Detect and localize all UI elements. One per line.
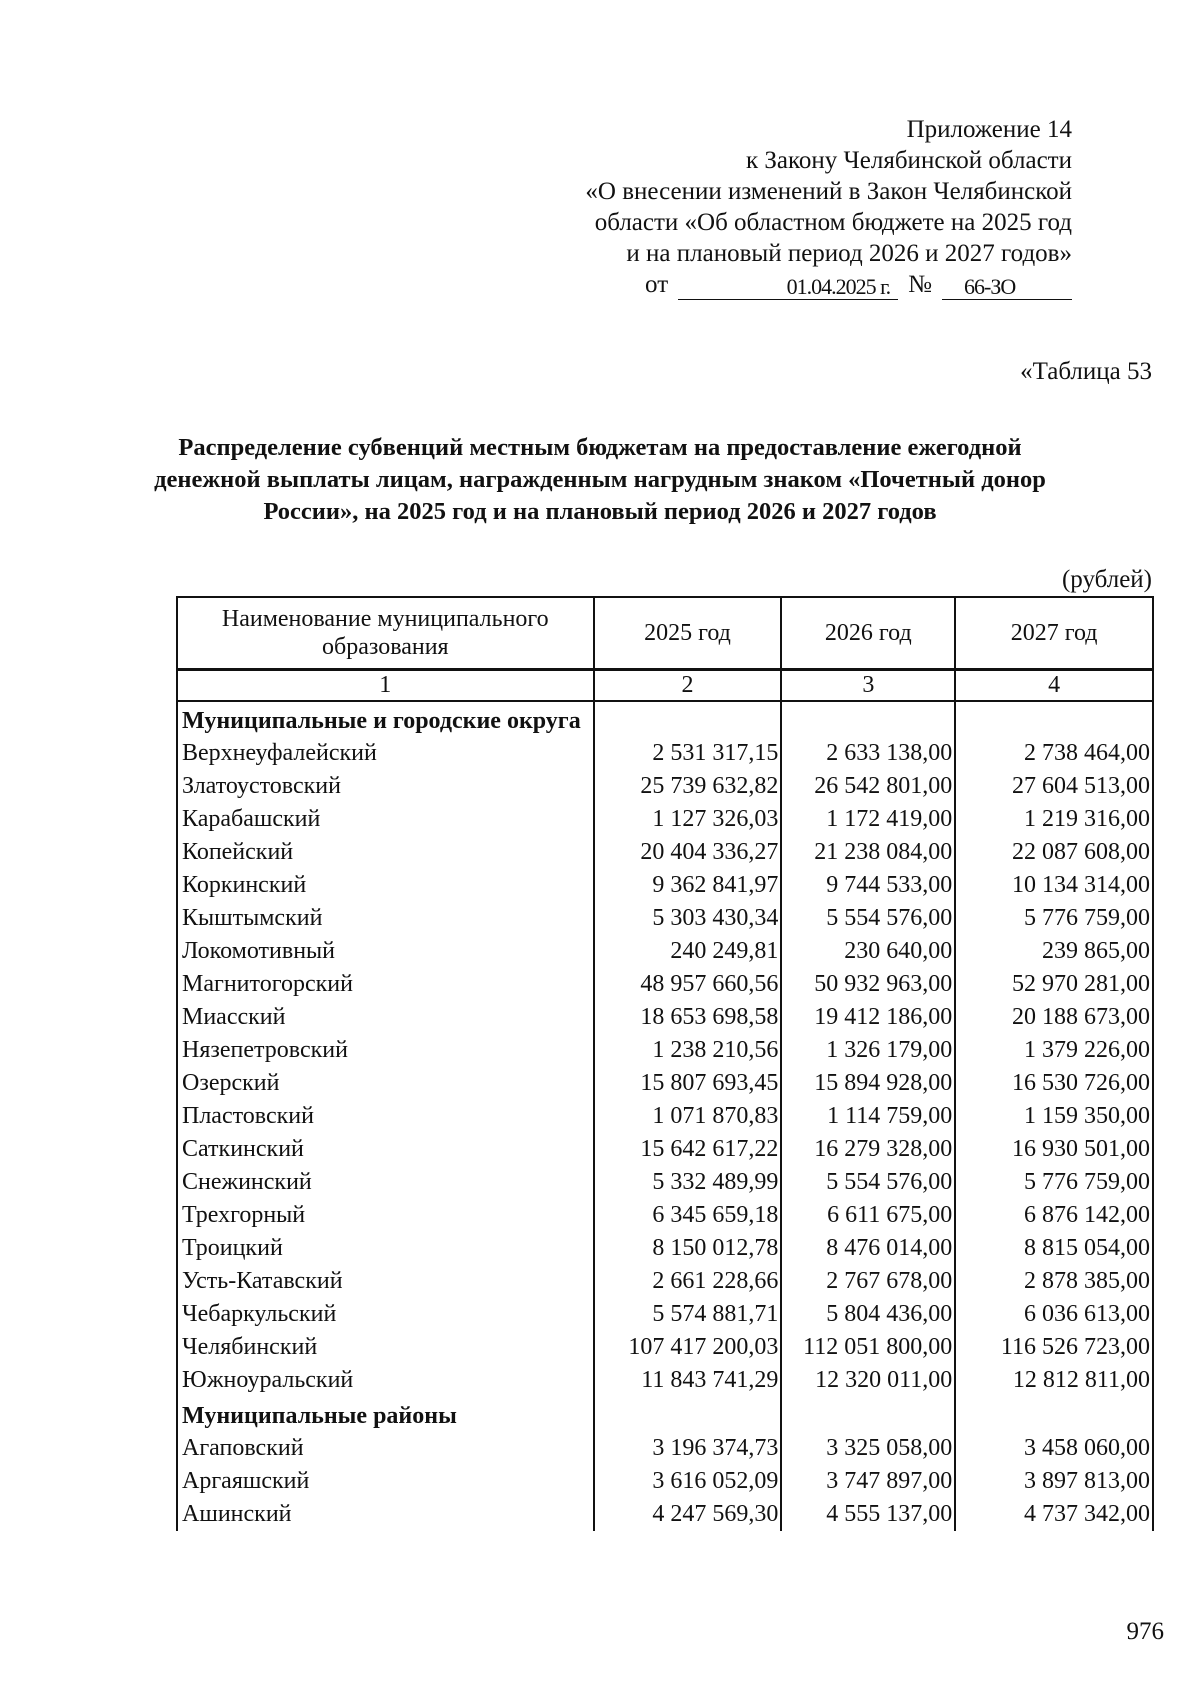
appendix-line: «О внесении изменений в Закон Челябинской (585, 178, 1072, 205)
amount-2026: 1 114 759,00 (781, 1100, 955, 1133)
amount-2026: 15 894 928,00 (781, 1067, 955, 1100)
amount-2027: 5 776 759,00 (955, 1166, 1153, 1199)
amount-2026: 26 542 801,00 (781, 770, 955, 803)
table-header-row (177, 597, 1153, 670)
amount-2026: 1 326 179,00 (781, 1034, 955, 1067)
amount-2025: 15 807 693,45 (594, 1067, 782, 1100)
amount-2025: 25 739 632,82 (594, 770, 782, 803)
municipality-name: Аргаяшский (177, 1465, 594, 1498)
amount-2027: 2 738 464,00 (955, 737, 1153, 770)
municipality-name: Агаповский (177, 1432, 594, 1465)
amount-2027: 22 087 608,00 (955, 836, 1153, 869)
table-row (177, 1232, 1153, 1265)
amount-2027: 20 188 673,00 (955, 1001, 1153, 1034)
amount-2027: 3 458 060,00 (955, 1432, 1153, 1465)
amount-2027: 6 036 613,00 (955, 1298, 1153, 1331)
amount-2025: 3 616 052,09 (594, 1465, 782, 1498)
law-date: 01.04.2025 г. (678, 275, 898, 300)
appendix-line: к Закону Челябинской области (746, 147, 1072, 174)
document-title: Распределение субвенций местным бюджетам на предоставление ежегодной денежной выплаты лицам, награжденным нагрудным знаком «Почетный донор России», на 2025 год и на плановый период 2026 и 2027 годов (154, 434, 1046, 525)
table-row (177, 1001, 1153, 1034)
amount-2026: 5 554 576,00 (781, 1166, 955, 1199)
municipality-name: Магнитогорский (177, 968, 594, 1001)
column-number: 1 (177, 670, 594, 702)
empty-cell (594, 701, 782, 737)
table-row (177, 1465, 1153, 1498)
amount-2026: 3 747 897,00 (781, 1465, 955, 1498)
amount-2026: 230 640,00 (781, 935, 955, 968)
table-row (177, 1067, 1153, 1100)
municipality-name: Коркинский (177, 869, 594, 902)
table-row (177, 1199, 1153, 1232)
table-body (177, 701, 1153, 1531)
amount-2026: 2 633 138,00 (781, 737, 955, 770)
amount-2027: 16 530 726,00 (955, 1067, 1153, 1100)
appendix-line: области «Об областном бюджете на 2025 год (594, 209, 1072, 236)
amount-2026: 16 279 328,00 (781, 1133, 955, 1166)
amount-2027: 1 219 316,00 (955, 803, 1153, 836)
amount-2027: 16 930 501,00 (955, 1133, 1153, 1166)
amount-2027: 239 865,00 (955, 935, 1153, 968)
municipality-name: Озерский (177, 1067, 594, 1100)
municipality-name: Кыштымский (177, 902, 594, 935)
municipality-name: Миасский (177, 1001, 594, 1034)
amount-2026: 9 744 533,00 (781, 869, 955, 902)
municipality-name: Трехгорный (177, 1199, 594, 1232)
amount-2025: 240 249,81 (594, 935, 782, 968)
amount-2026: 1 172 419,00 (781, 803, 955, 836)
amount-2025: 1 238 210,56 (594, 1034, 782, 1067)
municipality-name: Саткинский (177, 1133, 594, 1166)
amount-2026: 5 554 576,00 (781, 902, 955, 935)
law-number: 66-ЗО (942, 275, 1072, 300)
law-signature-line (512, 269, 1072, 300)
amount-2025: 3 196 374,73 (594, 1432, 782, 1465)
table-row (177, 1298, 1153, 1331)
table-row (177, 1432, 1153, 1465)
page-number: 976 (1126, 1618, 1164, 1645)
table-row (177, 1331, 1153, 1364)
amount-2026: 3 325 058,00 (781, 1432, 955, 1465)
table-row (177, 869, 1153, 902)
amount-2026: 2 767 678,00 (781, 1265, 955, 1298)
amount-2025: 5 303 430,34 (594, 902, 782, 935)
amount-2026: 8 476 014,00 (781, 1232, 955, 1265)
amount-2026: 50 932 963,00 (781, 968, 955, 1001)
table-row (177, 836, 1153, 869)
table-row (177, 1265, 1153, 1298)
amount-2027: 27 604 513,00 (955, 770, 1153, 803)
empty-cell (781, 1397, 955, 1432)
amount-2025: 2 661 228,66 (594, 1265, 782, 1298)
municipality-name: Копейский (177, 836, 594, 869)
from-label: от (645, 271, 669, 298)
amount-2027: 12 812 811,00 (955, 1364, 1153, 1397)
amount-2027: 52 970 281,00 (955, 968, 1153, 1001)
amount-2025: 48 957 660,56 (594, 968, 782, 1001)
municipality-name: Пластовский (177, 1100, 594, 1133)
amount-2025: 4 247 569,30 (594, 1498, 782, 1531)
municipality-name: Карабашский (177, 803, 594, 836)
table-row (177, 902, 1153, 935)
amount-2025: 5 332 489,99 (594, 1166, 782, 1199)
table-row (177, 968, 1153, 1001)
amount-2026: 12 320 011,00 (781, 1364, 955, 1397)
amount-2025: 18 653 698,58 (594, 1001, 782, 1034)
amount-2027: 116 526 723,00 (955, 1331, 1153, 1364)
amount-2025: 1 071 870,83 (594, 1100, 782, 1133)
empty-cell (955, 1397, 1153, 1432)
amount-2027: 4 737 342,00 (955, 1498, 1153, 1531)
empty-cell (955, 701, 1153, 737)
municipality-name: Златоустовский (177, 770, 594, 803)
appendix-line: Приложение 14 (906, 116, 1072, 143)
table-row (177, 770, 1153, 803)
section-title: Муниципальные районы (177, 1397, 594, 1432)
municipality-name: Верхнеуфалейский (177, 737, 594, 770)
amount-2025: 107 417 200,03 (594, 1331, 782, 1364)
header-municipality: Наименование муниципального образования (177, 597, 594, 670)
amount-2027: 5 776 759,00 (955, 902, 1153, 935)
amount-2025: 6 345 659,18 (594, 1199, 782, 1232)
municipality-name: Нязепетровский (177, 1034, 594, 1067)
amount-2025: 1 127 326,03 (594, 803, 782, 836)
amount-2025: 11 843 741,29 (594, 1364, 782, 1397)
amount-2026: 6 611 675,00 (781, 1199, 955, 1232)
table-row (177, 935, 1153, 968)
municipality-name: Локомотивный (177, 935, 594, 968)
amount-2026: 21 238 084,00 (781, 836, 955, 869)
amount-2025: 15 642 617,22 (594, 1133, 782, 1166)
table-row (177, 1364, 1153, 1397)
section-header-row (177, 1397, 1153, 1432)
amount-2025: 5 574 881,71 (594, 1298, 782, 1331)
amount-2026: 19 412 186,00 (781, 1001, 955, 1034)
amount-2027: 6 876 142,00 (955, 1199, 1153, 1232)
amount-2027: 8 815 054,00 (955, 1232, 1153, 1265)
amount-2025: 8 150 012,78 (594, 1232, 782, 1265)
table-row (177, 803, 1153, 836)
appendix-line: и на плановый период 2026 и 2027 годов» (626, 240, 1072, 267)
subvention-table (176, 596, 1154, 1531)
amount-2027: 1 379 226,00 (955, 1034, 1153, 1067)
empty-cell (781, 701, 955, 737)
column-number-row (177, 670, 1153, 702)
table-row (177, 1100, 1153, 1133)
municipality-name: Южноуральский (177, 1364, 594, 1397)
header-2027: 2027 год (955, 597, 1153, 670)
section-title: Муниципальные и городские округа (177, 701, 594, 737)
amount-2027: 2 878 385,00 (955, 1265, 1153, 1298)
column-number: 2 (594, 670, 782, 702)
amount-2025: 9 362 841,97 (594, 869, 782, 902)
amount-2027: 3 897 813,00 (955, 1465, 1153, 1498)
amount-2026: 5 804 436,00 (781, 1298, 955, 1331)
column-number: 3 (781, 670, 955, 702)
empty-cell (594, 1397, 782, 1432)
header-2025: 2025 год (594, 597, 782, 670)
amount-2025: 20 404 336,27 (594, 836, 782, 869)
amount-2026: 4 555 137,00 (781, 1498, 955, 1531)
amount-2027: 10 134 314,00 (955, 869, 1153, 902)
municipality-name: Троицкий (177, 1232, 594, 1265)
municipality-name: Челябинский (177, 1331, 594, 1364)
municipality-name: Усть-Катавский (177, 1265, 594, 1298)
municipality-name: Чебаркульский (177, 1298, 594, 1331)
appendix-header (512, 114, 1072, 300)
table-label: «Таблица 53 (1020, 358, 1152, 385)
amount-2025: 2 531 317,15 (594, 737, 782, 770)
table-row (177, 1498, 1153, 1531)
municipality-name: Снежинский (177, 1166, 594, 1199)
table-row (177, 1133, 1153, 1166)
table-row (177, 1166, 1153, 1199)
municipality-name: Ашинский (177, 1498, 594, 1531)
units-label: (рублей) (1061, 566, 1152, 593)
header-2026: 2026 год (781, 597, 955, 670)
column-number: 4 (955, 670, 1153, 702)
section-header-row (177, 701, 1153, 737)
number-label: № (908, 271, 932, 298)
amount-2026: 112 051 800,00 (781, 1331, 955, 1364)
table-row (177, 1034, 1153, 1067)
amount-2027: 1 159 350,00 (955, 1100, 1153, 1133)
table-row (177, 737, 1153, 770)
